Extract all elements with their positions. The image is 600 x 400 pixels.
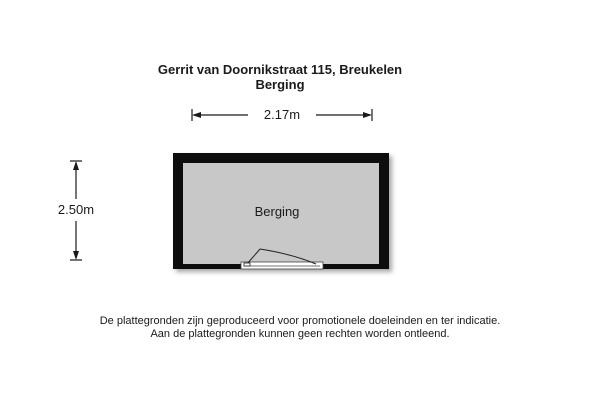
disclaimer-line-1: De plattegronden zijn geproduceerd voor promotionele doeleinden en ter indicatie. bbox=[99, 315, 501, 327]
arrow-up-icon bbox=[73, 161, 79, 170]
room-label: Berging bbox=[254, 204, 300, 219]
depth-label: 2.50m bbox=[57, 202, 95, 217]
address-title: Gerrit van Doornikstraat 115, Breukelen bbox=[157, 62, 403, 77]
arrow-down-icon bbox=[73, 251, 79, 260]
disclaimer-line-2: Aan de plattegronden kunnen geen rechten worden ontleend. bbox=[150, 328, 450, 340]
width-dimension bbox=[192, 107, 372, 122]
floor-name-title: Berging bbox=[255, 77, 305, 92]
door-opening bbox=[241, 262, 323, 269]
arrow-left-icon bbox=[192, 112, 201, 118]
arrow-right-icon bbox=[363, 112, 372, 118]
width-label: 2.17m bbox=[263, 107, 301, 122]
room-berging bbox=[173, 153, 389, 269]
disclaimer bbox=[0, 315, 600, 341]
depth-dimension bbox=[58, 161, 94, 260]
